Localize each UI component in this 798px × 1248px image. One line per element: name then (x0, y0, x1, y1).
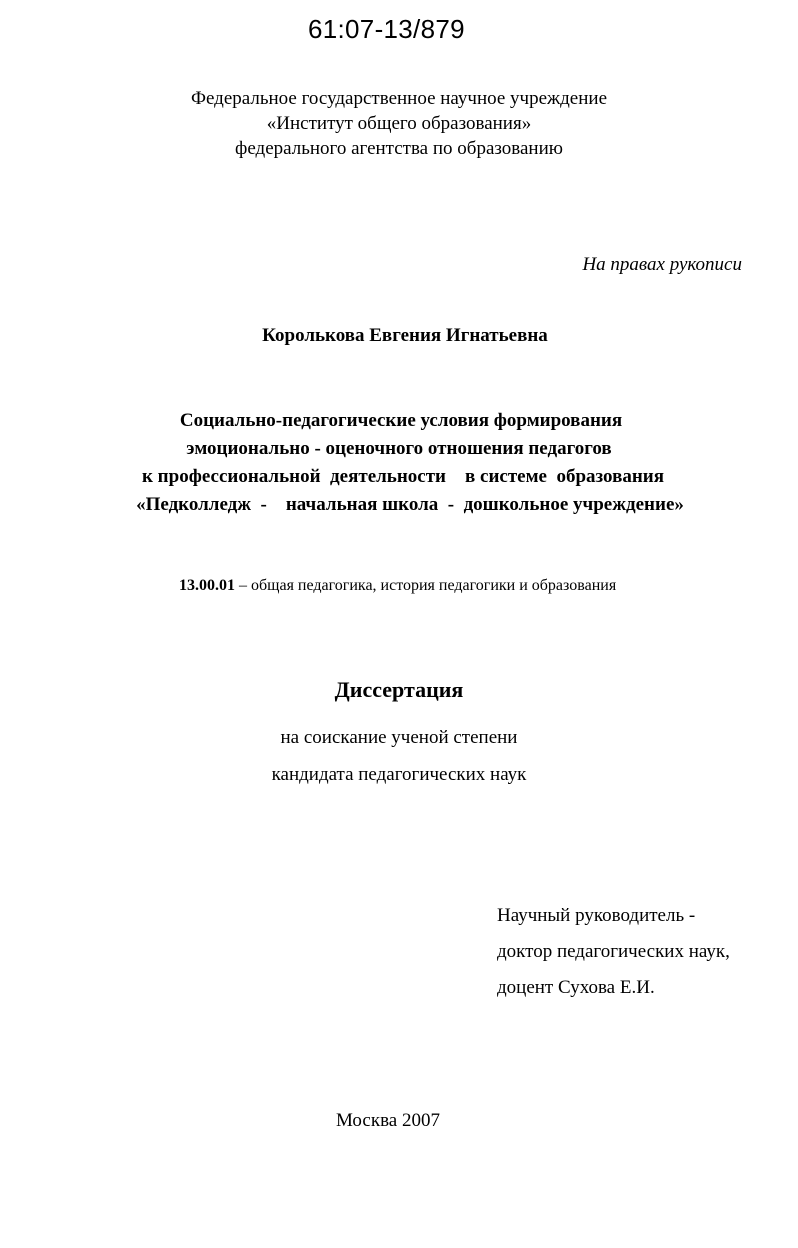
institution-line: Федеральное государственное научное учреждение (190, 88, 608, 109)
specialty-code: 13.00.01 (179, 577, 235, 594)
degree-line: кандидата педагогических наук (271, 764, 527, 785)
title-line: к профессиональной деятельности в системе образования (141, 466, 665, 487)
institution-line: «Институт общего образования» (266, 113, 532, 134)
institution-line: федерального агентства по образованию (235, 138, 563, 159)
advisor-line: доцент Сухова Е.И. (497, 977, 655, 998)
title-line: «Педколледж - начальная школа - дошкольное учреждение» (136, 494, 684, 515)
author-name: Королькова Евгения Игнатьевна (262, 325, 548, 346)
advisor-block (497, 898, 730, 1006)
advisor-line: Научный руководитель - (497, 905, 696, 926)
manuscript-note: На правах рукописи (582, 254, 742, 275)
degree-block (0, 719, 798, 793)
title-line: эмоционально - оценочного отношения педагогов (186, 438, 612, 459)
archive-code: 61:07-13/879 (308, 14, 465, 44)
work-type-heading: Диссертация (334, 677, 464, 702)
specialty-line (179, 577, 616, 595)
degree-line: на соискание ученой степени (280, 727, 518, 748)
specialty-text: – общая педагогика, история педагогики и образования (235, 577, 617, 594)
dissertation-title (0, 407, 798, 519)
title-line: Социально-педагогические условия формирования (179, 410, 623, 431)
advisor-line: доктор педагогических наук, (497, 941, 730, 962)
city-year: Москва 2007 (336, 1110, 440, 1131)
institution-block (0, 86, 798, 161)
